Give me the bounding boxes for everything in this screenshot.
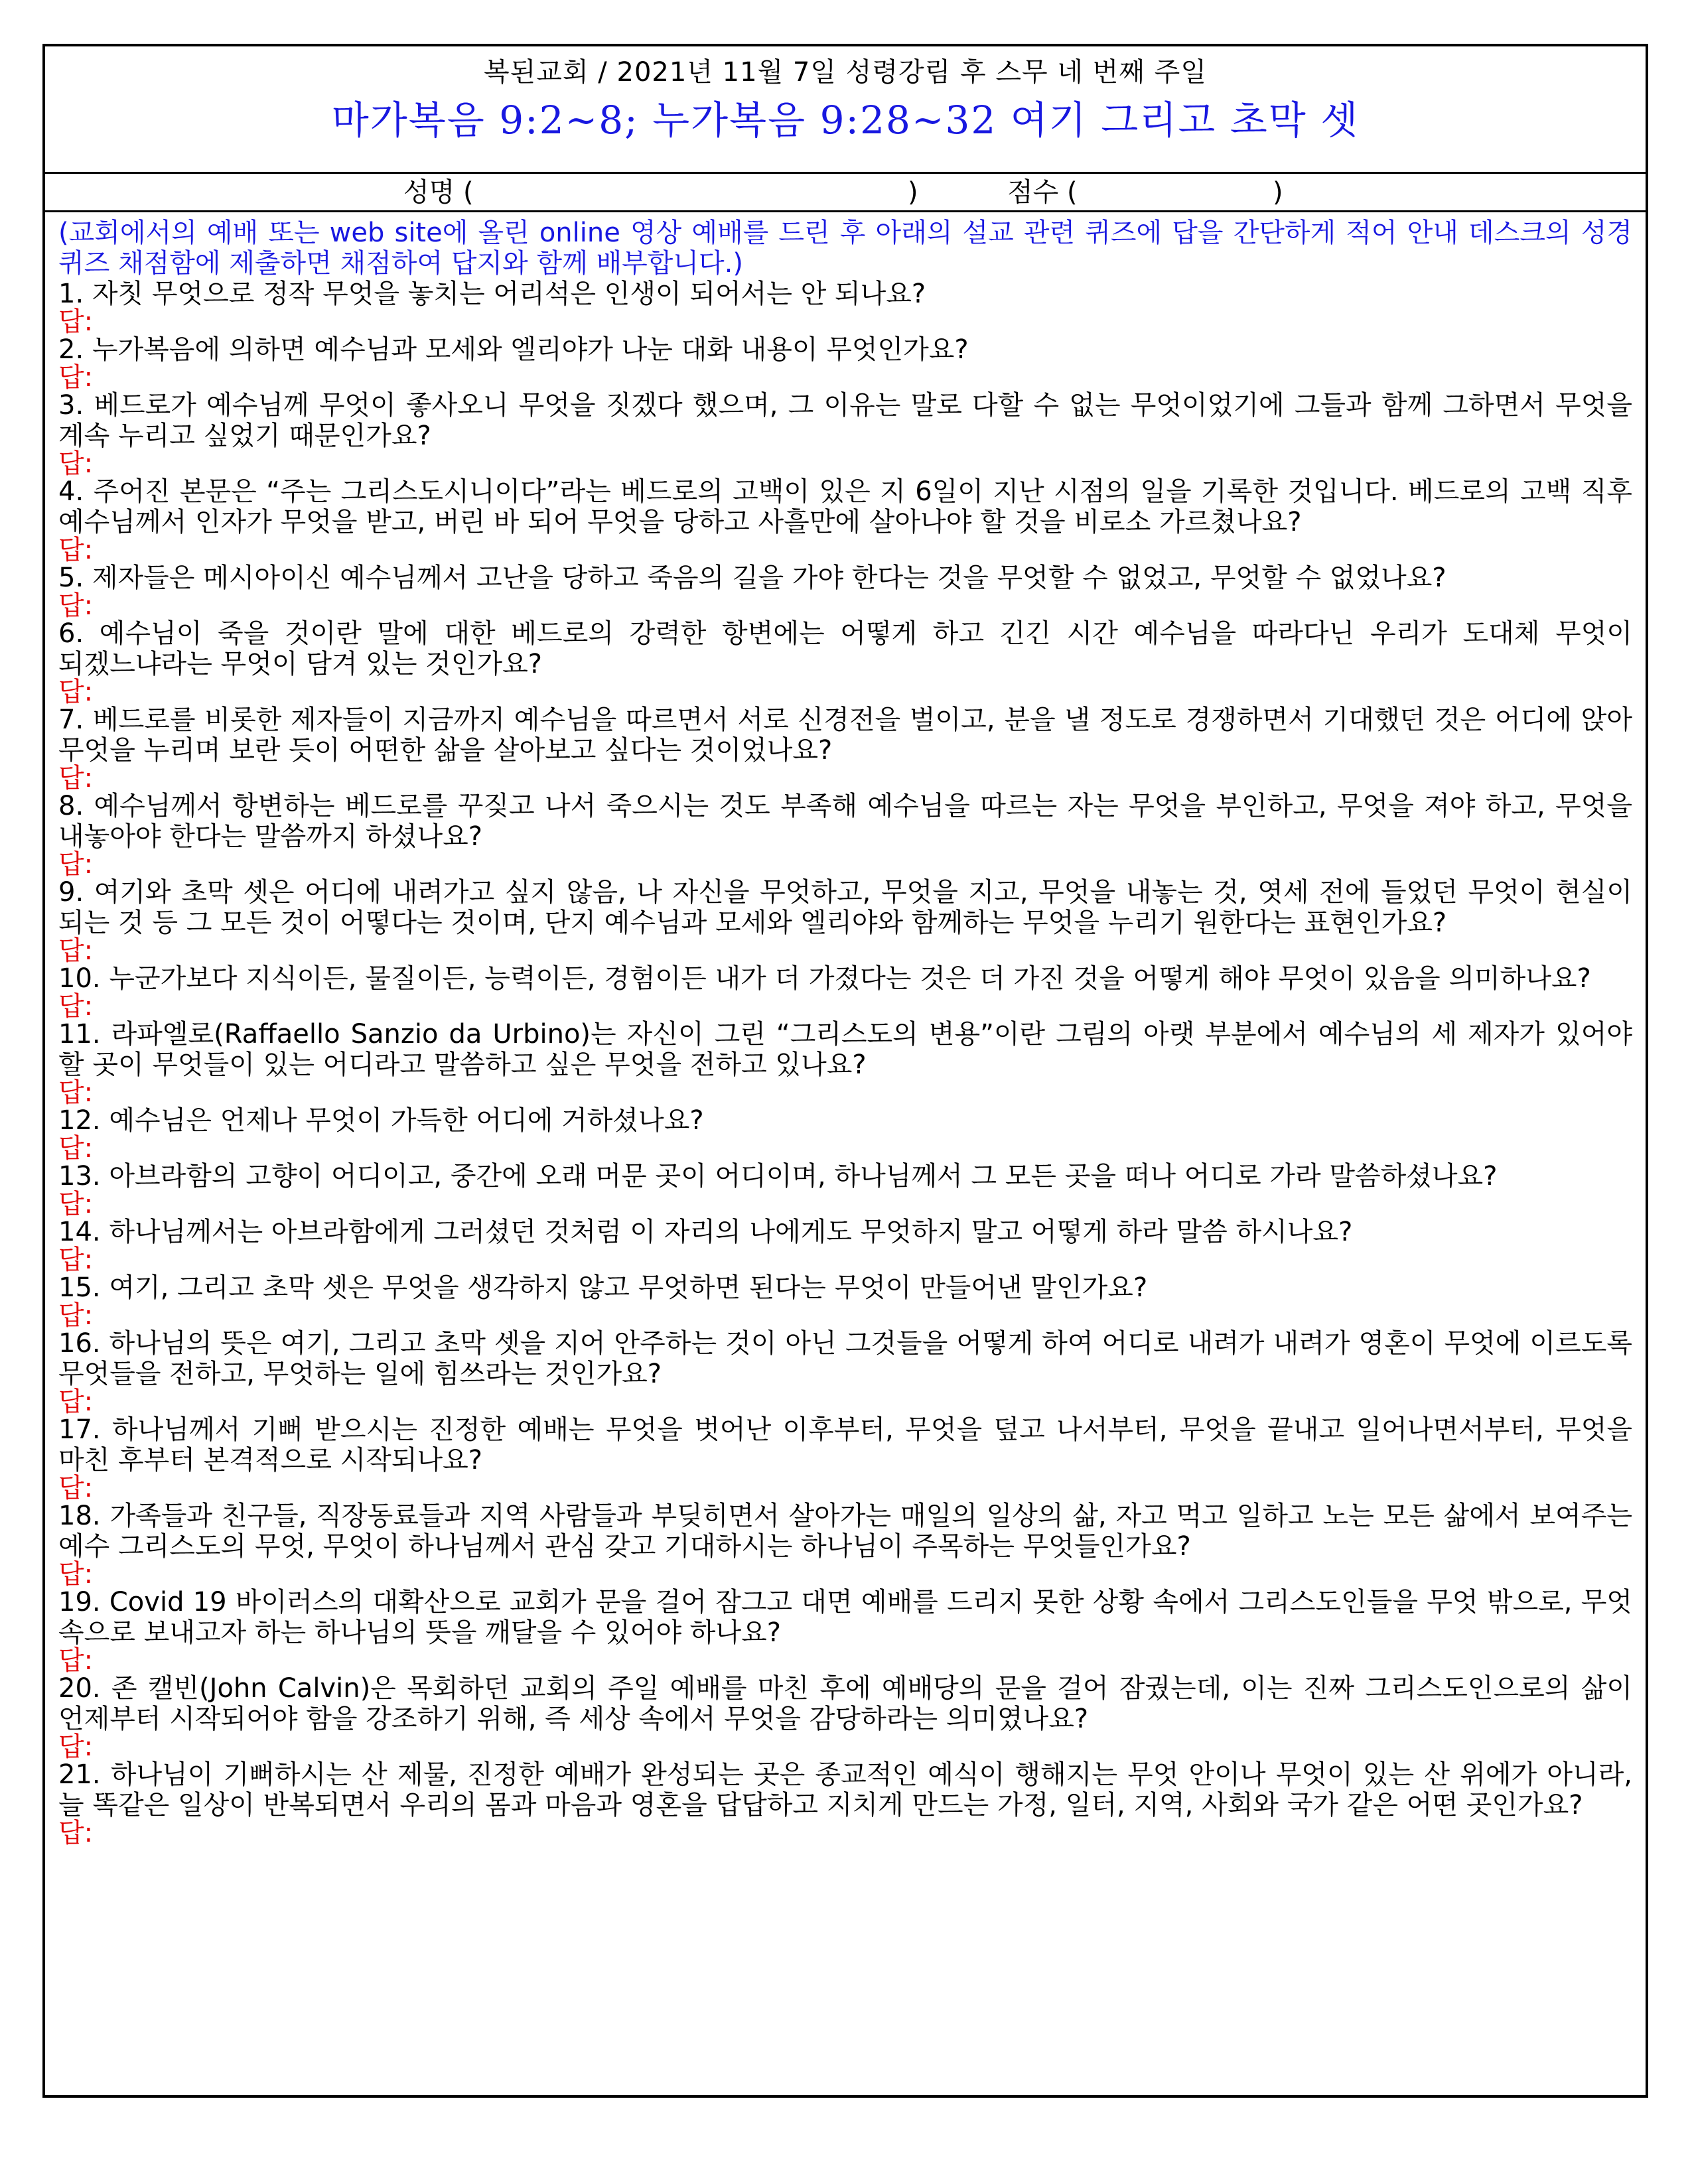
answer-label[interactable]: 답:	[58, 763, 94, 793]
name-close: )	[908, 177, 918, 208]
sheet-header	[45, 46, 1646, 174]
quiz-question: 16. 하나님의 뜻은 여기, 그리고 초막 셋을 지어 안주하는 것이 아닌 그것들을 어떻게 하여 어디로 내려가 내려가 영혼이 무엇에 이르도록 무엇들을 전하고, 무엇하는 일에 힘쓰라는 것인가요?	[58, 1328, 1632, 1389]
answer-label[interactable]: 답:	[58, 849, 94, 880]
quiz-question: 21. 하나님이 기뻐하시는 산 제물, 진정한 예배가 완성되는 곳은 종교적인 예식이 행해지는 무엇 안이나 무엇이 있는 산 위에가 아니라, 늘 똑같은 일상이 반복되면서 우리의 몸과 마음과 영혼을 답답하고 지치게 만드는 가정, 일터, 지역, 사회와 국가 같은 어떤 곳인가요?	[58, 1759, 1632, 1820]
answer-label[interactable]: 답:	[58, 1387, 94, 1417]
quiz-question: 12. 예수님은 언제나 무엇이 가득한 어디에 거하셨나요?	[58, 1105, 704, 1136]
quiz-question: 20. 존 캘빈(John Calvin)은 목회하던 교회의 주일 예배를 마친 후에 예배당의 문을 걸어 잠궜는데, 이는 진짜 그리스도인으로의 삶이 언제부터 시작되어야 함을 강조하기 위해, 즉 세상 속에서 무엇을 감당하라는 의미였나요?	[58, 1673, 1632, 1734]
quiz-question: 15. 여기, 그리고 초막 셋은 무엇을 생각하지 않고 무엇하면 된다는 무엇이 만들어낸 말인가요?	[58, 1272, 1148, 1303]
quiz-sheet	[42, 44, 1648, 2098]
answer-label[interactable]: 답:	[58, 1300, 94, 1331]
quiz-question: 19. Covid 19 바이러스의 대확산으로 교회가 문을 걸어 잠그고 대면 예배를 드리지 못한 상황 속에서 그리스도인들을 무엇 밖으로, 무엇 속으로 보내고자 하는 하나님의 뜻을 깨달을 수 있어야 하나요?	[58, 1587, 1632, 1648]
answer-label[interactable]: 답:	[58, 1077, 94, 1108]
quiz-question: 10. 누군가보다 지식이든, 물질이든, 능력이든, 경험이든 내가 더 가졌다는 것은 더 가진 것을 어떻게 해야 무엇이 있음을 의미하나요?	[58, 963, 1591, 994]
name-label: 성명 (	[403, 177, 474, 208]
question-list	[58, 279, 1632, 1846]
instructions: (교회에서의 예배 또는 web site에 올린 online 영상 예배를 드린 후 아래의 설교 관련 퀴즈에 답을 간단하게 적어 안내 데스크의 성경 퀴즈 채점함에 제출하면 채점하여 답지와 함께 배부합니다.)	[58, 218, 1632, 279]
sermon-title: 마가복음 9:2~8; 누가복음 9:28~32 여기 그리고 초막 셋	[331, 98, 1360, 143]
quiz-question: 9. 여기와 초막 셋은 어디에 내려가고 싶지 않음, 나 자신을 무엇하고, 무엇을 지고, 무엇을 내놓는 것, 엿세 전에 들었던 무엇이 현실이 되는 것 등 그 모든 것이 어떻다는 것이며, 단지 예수님과 모세와 엘리야와 함께하는 무엇을 누리기 원한다는 표현인가요?	[58, 877, 1632, 938]
answer-label[interactable]: 답:	[58, 1732, 94, 1762]
answer-label[interactable]: 답:	[58, 677, 94, 707]
answer-label[interactable]: 답:	[58, 1245, 94, 1275]
answer-label[interactable]: 답:	[58, 935, 94, 966]
score-label: 점수 (	[1007, 177, 1078, 208]
quiz-question: 4. 주어진 본문은 “주는 그리스도시니이다”라는 베드로의 고백이 있은 지 6일이 지난 시점의 일을 기록한 것입니다. 베드로의 고백 직후 예수님께서 인자가 무엇을 받고, 버린 바 되어 무엇을 당하고 사흘만에 살아나야 할 것을 비로소 가르쳤나요?	[58, 476, 1632, 537]
name-score-row	[45, 174, 1646, 212]
answer-label[interactable]: 답:	[58, 448, 94, 479]
answer-label[interactable]: 답:	[58, 1189, 94, 1219]
quiz-question: 8. 예수님께서 항변하는 베드로를 꾸짖고 나서 죽으시는 것도 부족해 예수님을 따르는 자는 무엇을 부인하고, 무엇을 져야 하고, 무엇을 내놓아야 한다는 말씀까지 하셨나요?	[58, 791, 1632, 852]
answer-label[interactable]: 답:	[58, 1559, 94, 1590]
answer-label[interactable]: 답:	[58, 1818, 94, 1848]
quiz-question: 14. 하나님께서는 아브라함에게 그러셨던 것처럼 이 자리의 나에게도 무엇하지 말고 어떻게 하라 말씀 하시나요?	[58, 1217, 1353, 1247]
quiz-question: 5. 제자들은 메시아이신 예수님께서 고난을 당하고 죽음의 길을 가야 한다는 것을 무엇할 수 없었고, 무엇할 수 없었나요?	[58, 563, 1446, 593]
quiz-question: 18. 가족들과 친구들, 직장동료들과 지역 사람들과 부딪히면서 살아가는 매일의 일상의 삶, 자고 먹고 일하고 노는 모든 삶에서 보여주는 예수 그리스도의 무엇, 무엇이 하나님께서 관심 갖고 기대하시는 하나님이 주목하는 무엇들인가요?	[58, 1501, 1632, 1562]
quiz-question: 2. 누가복음에 의하면 예수님과 모세와 엘리야가 나눈 대화 내용이 무엇인가요?	[58, 334, 969, 365]
quiz-question: 17. 하나님께서 기뻐 받으시는 진정한 예배는 무엇을 벗어난 이후부터, 무엇을 덮고 나서부터, 무엇을 끝내고 일어나면서부터, 무엇을 마친 후부터 본격적으로 시작되나요?	[58, 1414, 1632, 1475]
quiz-question: 1. 자칫 무엇으로 정작 무엇을 놓치는 어리석은 인생이 되어서는 안 되나요?	[58, 279, 926, 309]
quiz-question: 6. 예수님이 죽을 것이란 말에 대한 베드로의 강력한 항변에는 어떻게 하고 긴긴 시간 예수님을 따라다닌 우리가 도대체 무엇이 되겠느냐라는 무엇이 담겨 있는 것인가요?	[58, 618, 1632, 679]
quiz-question: 7. 베드로를 비롯한 제자들이 지금까지 예수님을 따르면서 서로 신경전을 벌이고, 분을 낼 정도로 경쟁하면서 기대했던 것은 어디에 앉아 무엇을 누리며 보란 듯이 어떤한 삶을 살아보고 싶다는 것이었나요?	[58, 705, 1632, 766]
quiz-body	[45, 212, 1646, 1846]
answer-label[interactable]: 답:	[58, 307, 94, 337]
answer-label[interactable]: 답:	[58, 1133, 94, 1164]
answer-label[interactable]: 답:	[58, 991, 94, 1022]
church-date-line: 복된교회 / 2021년 11월 7일 성령강림 후 스무 네 번째 주일	[484, 57, 1207, 88]
score-close: )	[1273, 177, 1283, 208]
answer-label[interactable]: 답:	[58, 362, 94, 393]
quiz-question: 3. 베드로가 예수님께 무엇이 좋사오니 무엇을 짓겠다 했으며, 그 이유는 말로 다할 수 없는 무엇이었기에 그들과 함께 그하면서 무엇을 계속 누리고 싶었기 때문인가요?	[58, 390, 1632, 451]
answer-label[interactable]: 답:	[58, 1645, 94, 1676]
answer-label[interactable]: 답:	[58, 1473, 94, 1503]
quiz-question: 11. 라파엘로(Raffaello Sanzio da Urbino)는 자신이 그린 “그리스도의 변용”이란 그림의 아랫 부분에서 예수님의 세 제자가 있어야 할 곳이 무엇들이 있는 어디라고 말씀하고 싶은 무엇을 전하고 있나요?	[58, 1019, 1632, 1080]
answer-label[interactable]: 답:	[58, 535, 94, 565]
quiz-question: 13. 아브라함의 고향이 어디이고, 중간에 오래 머문 곳이 어디이며, 하나님께서 그 모든 곳을 떠나 어디로 가라 말씀하셨나요?	[58, 1161, 1498, 1192]
answer-label[interactable]: 답:	[58, 590, 94, 621]
